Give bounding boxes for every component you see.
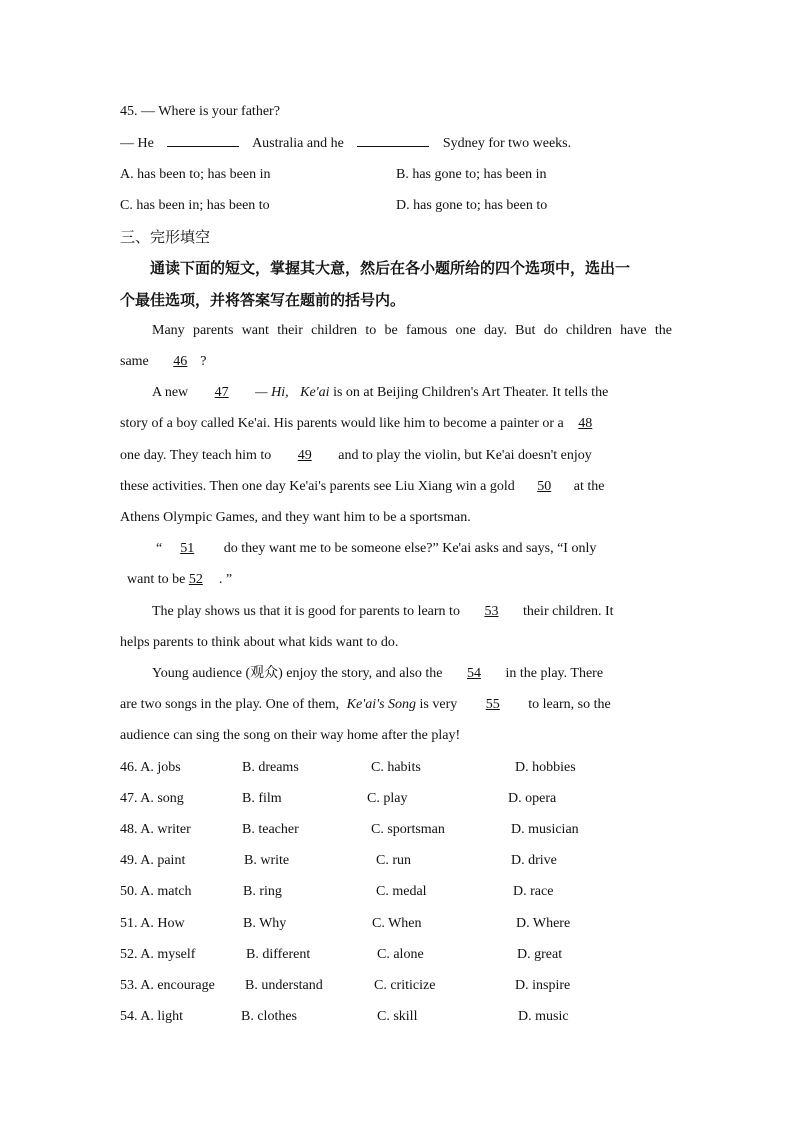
choice-54-c: C. skill: [377, 1009, 418, 1024]
passage-p1-line2: [120, 352, 206, 372]
passage-text: to learn, so the: [528, 697, 611, 712]
passage-p1-line1: Many parents want their children to be famous one day. But do children have the: [152, 323, 672, 338]
section-title: 三、完形填空: [120, 228, 211, 246]
choice-49-b: B. write: [244, 853, 290, 868]
blank-55: 55: [485, 697, 500, 712]
choice-50-c: C. medal: [376, 884, 427, 899]
choice-47-a: 47. A. song: [120, 791, 184, 806]
choice-51-d: D. Where: [516, 916, 571, 931]
choice-50-a: 50. A. match: [120, 884, 192, 899]
choice-52-a: 52. A. myself: [120, 947, 196, 962]
choice-54-a: 54. A. light: [120, 1009, 184, 1024]
passage-p5-line3: audience can sing the song on their way home after the play!: [120, 728, 461, 743]
choice-52-d: D. great: [517, 947, 563, 962]
choice-48-d: D. musician: [511, 822, 579, 837]
choice-54-b: B. clothes: [241, 1009, 297, 1024]
choice-51-b: B. Why: [243, 916, 287, 931]
passage-p5-line1: [152, 664, 603, 684]
section-instruction-2: 个最佳选项，并将答案写在题前的括号内。: [120, 291, 406, 309]
passage-text: and to play the violin, but Ke'ai doesn't enjoy: [338, 448, 592, 463]
passage-text: same: [120, 354, 149, 369]
passage-text: ?: [200, 354, 207, 369]
passage-text: story of a boy called Ke'ai. His parents would like him to become a painter or a: [120, 416, 564, 431]
choice-53-a: 53. A. encourage: [120, 978, 215, 993]
q45-option-b: B. has gone to; has been in: [396, 167, 547, 182]
choice-49-a: 49. A. paint: [120, 853, 186, 868]
choice-47-b: B. film: [242, 791, 282, 806]
passage-text: Young audience (观众) enjoy the story, and also the: [152, 666, 443, 681]
q45-blank-1: [167, 134, 239, 147]
choice-51-c: C. When: [372, 916, 422, 931]
passage-text: are two songs in the play. One of them,: [120, 697, 340, 712]
passage-text: these activities. Then one day Ke'ai's parents see Liu Xiang win a gold: [120, 479, 515, 494]
passage-p4-line2: helps parents to think about what kids want to do.: [120, 635, 399, 650]
choice-49-d: D. drive: [511, 853, 557, 868]
q45-mid: Australia and he: [252, 136, 344, 151]
q45-option-a: A. has been to; has been in: [120, 167, 271, 182]
song-title-italic: Ke'ai's Song: [346, 697, 417, 712]
choice-51-a: 51. A. How: [120, 916, 185, 931]
choice-52-b: B. different: [246, 947, 311, 962]
passage-p3-line1: [156, 539, 596, 559]
choice-53-d: D. inspire: [515, 978, 571, 993]
passage-text: in the play. There: [505, 666, 604, 681]
choice-50-b: B. ring: [243, 884, 282, 899]
q45-suffix: Sydney for two weeks.: [442, 136, 572, 151]
blank-50: 50: [537, 479, 552, 494]
passage-text: at the: [573, 479, 605, 494]
choice-50-d: D. race: [513, 884, 554, 899]
passage-text: do they want me to be someone else?” Ke'ai asks and says, “I only: [223, 541, 597, 556]
passage-p3-line2: [127, 570, 232, 590]
choice-46-a: 46. A. jobs: [120, 760, 181, 775]
blank-47: 47: [214, 385, 229, 400]
blank-54: 54: [466, 666, 481, 681]
q45-option-c: C. has been in; has been to: [120, 198, 270, 213]
q45-option-d: D. has gone to; has been to: [396, 198, 548, 213]
passage-p4-line1: [152, 602, 614, 622]
q45-stem: [120, 134, 571, 154]
passage-p2-line1: [152, 383, 608, 403]
choice-52-c: C. alone: [377, 947, 424, 962]
passage-text: A new: [152, 385, 189, 400]
choice-47-c: C. play: [367, 791, 408, 806]
choice-49-c: C. run: [376, 853, 411, 868]
blank-49: 49: [297, 448, 312, 463]
blank-48: 48: [578, 416, 593, 431]
section-instruction-1: 通读下面的短文，掌握其大意，然后在各小题所给的四个选项中，选出一: [150, 259, 631, 277]
passage-text: is on at Beijing Children's Art Theater. It tells the: [333, 385, 609, 400]
passage-text: The play shows us that it is good for parents to learn to: [152, 604, 460, 619]
choice-48-a: 48. A. writer: [120, 822, 191, 837]
choice-47-d: D. opera: [508, 791, 557, 806]
passage-p5-line2: [120, 695, 611, 715]
blank-52: 52: [188, 572, 203, 587]
passage-text: is very: [419, 697, 458, 712]
choice-46-c: C. habits: [371, 760, 421, 775]
choice-54-d: D. music: [518, 1009, 569, 1024]
passage-text: one day. They teach him to: [120, 448, 272, 463]
blank-53: 53: [484, 604, 499, 619]
passage-p2-line3: [120, 446, 592, 466]
blank-51: 51: [180, 541, 195, 556]
passage-p2-line4: [120, 477, 604, 497]
passage-title-italic: — Hi,: [255, 385, 289, 400]
choice-46-b: B. dreams: [242, 760, 299, 775]
choice-53-c: C. criticize: [374, 978, 436, 993]
passage-p2-line5: Athens Olympic Games, and they want him to be a sportsman.: [120, 510, 471, 525]
choice-48-b: B. teacher: [242, 822, 299, 837]
blank-46: 46: [173, 354, 188, 369]
choice-48-c: C. sportsman: [371, 822, 445, 837]
passage-text: their children. It: [522, 604, 614, 619]
passage-text: . ”: [218, 572, 233, 587]
q45-question: 45. — Where is your father?: [120, 104, 280, 119]
choice-53-b: B. understand: [245, 978, 323, 993]
passage-text: want to be: [127, 572, 186, 587]
passage-text: “: [156, 541, 163, 556]
q45-blank-2: [357, 134, 429, 147]
passage-title-italic: Ke'ai: [300, 385, 330, 400]
choice-46-d: D. hobbies: [515, 760, 576, 775]
passage-p2-line2: [120, 414, 597, 434]
q45-prefix: — He: [120, 136, 154, 151]
